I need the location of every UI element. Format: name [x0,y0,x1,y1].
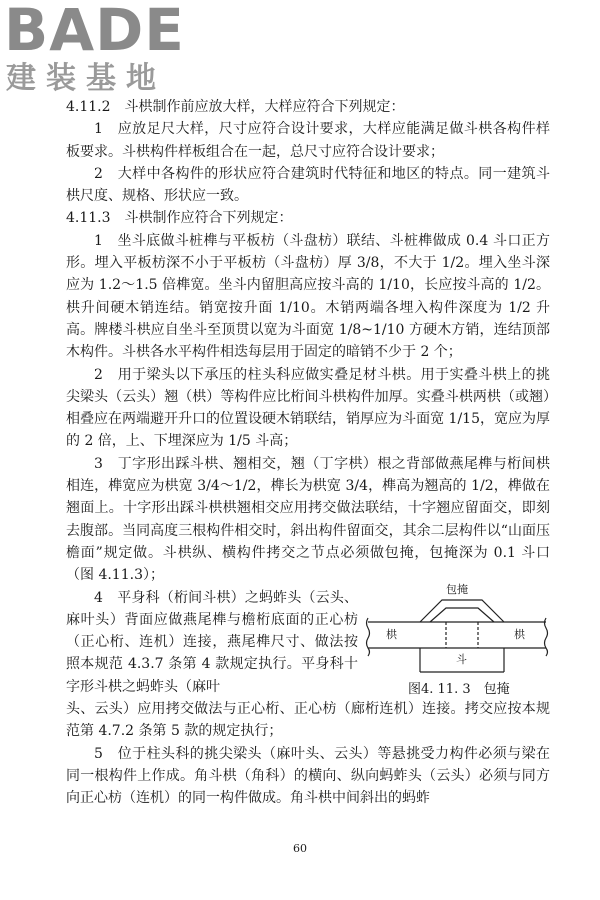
clause-item: 1 应放足尺大样，尺寸应符合设计要求，大样应能满足做斗栱各构件样板要求。斗栱构件样板组合在一起，总尺寸应符合设计要求； [66,121,550,160]
label-baoyan: 包掩 [446,583,468,596]
figure-caption: 图4. 11. 3 包掩 [408,682,510,697]
clause-item: 2 用于梁头以下承压的柱头科应做实叠足材斗栱。用于实叠斗栱上的挑尖梁头（云头）翘（栱）等构件应比桁间斗栱构件加厚。实叠斗栱两栱（或翘）相叠应在两端避开升口的位置设硬木销联结，销厚应为斗面宽 1/15，宽应为厚的 2 倍，上、下埋深应为 1/5 斗高； [66,366,550,450]
clause-item: 1 坐斗底做斗桩榫与平板枋（斗盘枋）联结、斗桩榫做成 0.4 斗口正方形。埋入平板枋深不小于平板枋（斗盘枋）厚 3/8，不大于 1/2。埋入坐斗深应为 1.2～1.5 倍榫宽。坐斗内留胆高应按斗高的 1/10，长应按斗高的 1/2。栱升间硬木销连结。销宽按升面 1/10。木销两端各埋入构件深度为 1/2 升高。牌楼斗栱应自坐斗至顶贯以宽为斗面宽 1/8~1/10 方硬木方销，连结顶部木构件。斗栱各水平构件相迭每层用于固定的暗销不少于 2 个； [66,232,550,361]
page-number: 60 [293,842,307,855]
clause-item: 2 大样中各构件的形状应符合建筑时代特征和地区的特点。同一建筑斗栱尺度、规格、形状应一致。 [66,165,550,205]
clause-item-continued: 头、云头）应用拷交做法与正心桁、正心枋（廊桁连机）连接。拷交应按本规范第 4.7.2 条第 5 款的规定执行； [66,701,550,740]
label-dou: 斗 [456,653,467,666]
figure-4-11-3 [364,584,550,702]
logo [4,0,204,99]
document-body [66,96,550,810]
clause-heading-4-11-3: 4.11.3 斗栱制作应符合下列规定： [66,210,293,227]
logo-wordmark: BADE [4,0,185,64]
clause-item: 5 位于柱头科的挑尖梁头（麻叶头、云头）等悬挑受力构件必须与梁在同一根构件上作成。角斗栱（角科）的横向、纵向蚂蚱头（云头）必须与同方向正心枋（连机）的同一构件做成。角斗栱中间斜出的蚂蚱 [66,745,550,807]
clause-item: 3 丁字形出踩斗栱、翘相交，翘（丁字栱）根之背部做燕尾榫与桁间栱相连，榫宽应为栱宽 3/4～1/2，榫长为栱宽 3/4，榫高为翘高的 1/2，榫做在翘面上。十字形出踩斗栱栱翘相交应用拷交做法联结，十字翘应留面交，即刻去腹部。当同高度三根构件相交时，斜出构件留面交，其余二层构件以“山面压檐面”规定做。斗栱纵、横构件拷交之节点必须做包掩，包掩深为 0.1 斗口（图 4.11.3）； [66,455,550,584]
clause-heading-4-11-2: 4.11.2 斗栱制作前应放大样，大样应符合下列规定： [66,99,405,115]
label-gong-right: 栱 [514,628,525,641]
label-gong-left: 栱 [386,628,397,641]
logo-subtitle: 建装基地 [6,61,166,96]
clause-item: 4 平身科（桁间斗栱）之蚂蚱头（云头、麻叶头）背面应做燕尾榫与檐桁底面的正心枋（正心桁、连机）连接，燕尾榫尺寸、做法按照本规范 4.3.7 条第 4 款规定执行。平身科十字形斗栱之蚂蚱头（麻叶 [66,589,358,695]
